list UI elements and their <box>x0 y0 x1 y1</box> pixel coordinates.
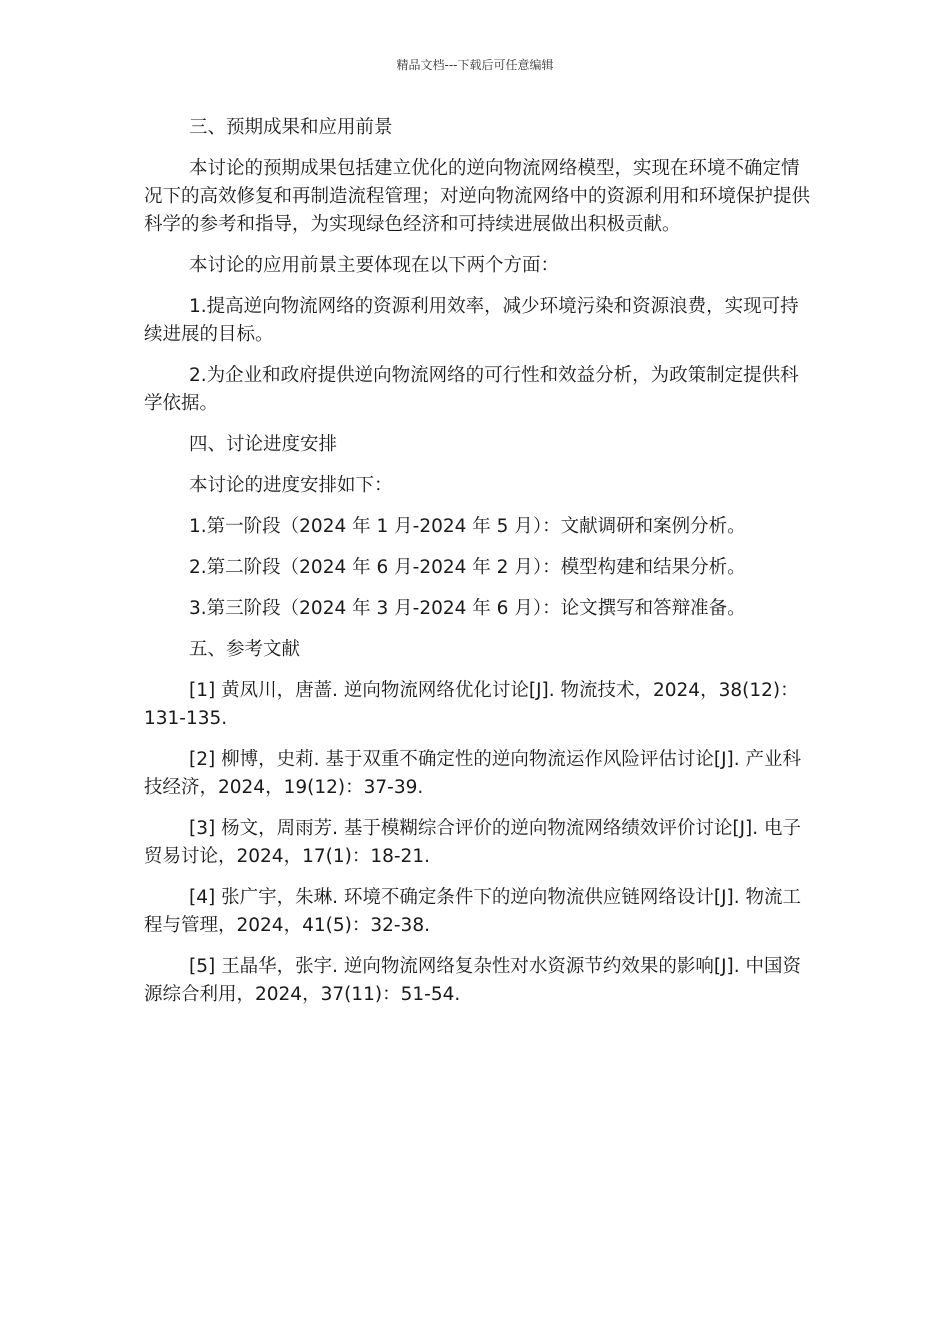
application-item: 1.提高逆向物流网络的资源利用效率，减少环境污染和资源浪费，实现可持续进展的目标。 <box>144 296 799 345</box>
paragraph-application-intro: 本讨论的应用前景主要体现在以下两个方面： <box>189 255 560 276</box>
reference-item: [3] 杨文，周雨芳. 基于模糊综合评价的逆向物流网络绩效评价讨论[J]. 电子贸易讨论，2024，17(1)：18-21. <box>144 818 802 867</box>
reference-item: [2] 柳博，史莉. 基于双重不确定性的逆向物流运作风险评估讨论[J]. 产业科技经济，2024，19(12)：37-39. <box>144 749 802 798</box>
schedule-item: 1.第一阶段（2024 年 1 月-2024 年 5 月）：文献调研和案例分析。 <box>189 516 746 537</box>
section-heading-expected-results: 三、预期成果和应用前景 <box>189 117 393 138</box>
page-header: 精品文档---下载后可任意编辑 <box>396 58 554 72</box>
paragraph-schedule-intro: 本讨论的进度安排如下： <box>189 475 393 496</box>
reference-item: [5] 王晶华，张宇. 逆向物流网络复杂性对水资源节约效果的影响[J]. 中国资源综合利用，2024，37(11)：51-54. <box>144 956 802 1005</box>
section-heading-schedule: 四、讨论进度安排 <box>189 434 338 455</box>
reference-item: [4] 张广宇，朱琳. 环境不确定条件下的逆向物流供应链网络设计[J]. 物流工程与管理，2024，41(5)：32-38. <box>144 887 802 936</box>
document-body <box>144 114 814 1022</box>
reference-item: [1] 黄凤川，唐蔷. 逆向物流网络优化讨论[J]. 物流技术，2024，38(12)：131-135. <box>144 680 799 729</box>
paragraph-expected-results: 本讨论的预期成果包括建立优化的逆向物流网络模型，实现在环境不确定情况下的高效修复和再制造流程管理；对逆向物流网络中的资源利用和环境保护提供科学的参考和指导，为实现绿色经济和可持续进展做出积极贡献。 <box>144 158 811 235</box>
schedule-item: 2.第二阶段（2024 年 6 月-2024 年 2 月）：模型构建和结果分析。 <box>189 557 746 578</box>
application-item: 2.为企业和政府提供逆向物流网络的可行性和效益分析，为政策制定提供科学依据。 <box>144 365 799 414</box>
schedule-item: 3.第三阶段（2024 年 3 月-2024 年 6 月）：论文撰写和答辩准备。 <box>189 598 746 619</box>
section-heading-references: 五、参考文献 <box>189 639 301 660</box>
